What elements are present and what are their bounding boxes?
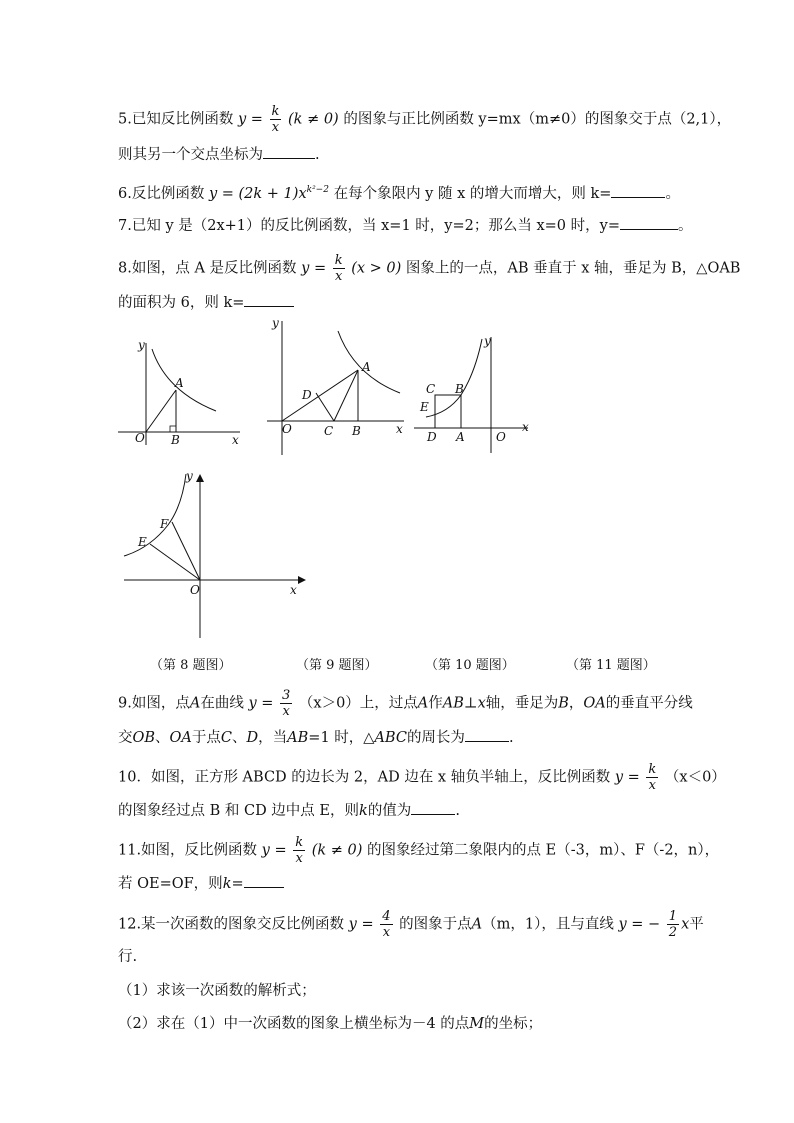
fig10-label-B: B — [455, 382, 464, 396]
q12-sub2-text2: 的坐标； — [484, 1016, 543, 1032]
q9-frac-num: 3 — [282, 688, 291, 703]
q6-base: x — [298, 185, 307, 202]
q9-text10: 、 — [232, 730, 247, 746]
q5-cond: (k ≠ 0) — [288, 111, 339, 128]
q5-frac-num: k — [271, 104, 280, 119]
q8-frac-den: x — [334, 269, 343, 284]
q10-cond: （x＜0） — [664, 769, 726, 786]
caption-fig8: （第 8 题图） — [150, 658, 232, 673]
q12-frac2-num: 1 — [668, 909, 678, 924]
q12-line2: 行. — [118, 949, 138, 965]
q12-frac-den: x — [382, 925, 391, 940]
fig10-label-x: x — [522, 420, 529, 434]
fig9-segment-OA — [282, 370, 358, 421]
fig11-x-arrow — [298, 576, 306, 584]
q11-k: k — [222, 876, 232, 892]
q10-frac-num: k — [648, 762, 657, 777]
fig9-label-y: y — [272, 316, 279, 330]
fig8-right-angle — [170, 426, 176, 432]
q5-formula-prefix: y = — [237, 111, 263, 128]
q9-line2 — [118, 727, 514, 748]
fig9-label-A: A — [362, 360, 371, 374]
q12-point-M: M — [469, 1016, 485, 1032]
q10-formula-prefix: y = — [614, 769, 640, 786]
fig9-segment-CD — [316, 393, 334, 421]
q6-answer-blank[interactable] — [611, 183, 665, 198]
q10-k: k — [359, 803, 368, 819]
q12-fraction2 — [667, 909, 679, 940]
q9-seg-OB: OB — [132, 730, 156, 746]
q8-text3: 的面积为 6，则 k= — [118, 295, 245, 311]
fig11-y-arrow — [196, 474, 204, 482]
q12-text2: 的图象于点 — [399, 916, 472, 933]
fig11-segment-OE — [150, 544, 200, 580]
q10-frac-den: x — [648, 778, 657, 793]
q9-seg-AB2: AB — [287, 730, 309, 746]
q10-end: . — [455, 803, 460, 819]
q8-cond: (x > 0) — [351, 260, 402, 277]
q9-text2: 作 — [428, 695, 443, 712]
q8-line1 — [118, 253, 740, 284]
q9-point-C: C — [220, 730, 233, 746]
q9-seg-OA: OA — [583, 695, 606, 712]
caption-fig11: （第 11 题图） — [566, 658, 656, 673]
fig9-label-C: C — [324, 424, 334, 438]
fig8-label-y: y — [138, 338, 145, 352]
q9-fraction — [280, 688, 292, 719]
q7-answer-blank[interactable] — [620, 215, 678, 230]
q9-formula-prefix: y = — [248, 695, 274, 712]
q9-text11: ，当 — [258, 730, 288, 746]
q9-point-D: D — [246, 730, 259, 746]
q9-perp: ⊥ — [463, 695, 478, 712]
q9-text7: 交 — [118, 730, 133, 746]
fig10-label-y: y — [484, 334, 491, 348]
fig11-label-y: y — [186, 470, 193, 483]
q11-text3: 若 OE=OF，则 — [118, 876, 223, 892]
q12-frac2-den: 2 — [668, 925, 678, 940]
q9-seg-OA2: OA — [169, 730, 192, 746]
q12-sub2-text1: （2）求在（1）中一次函数的图象上横坐标为－4 的点 — [118, 1016, 470, 1032]
q9-cond: （x＞0）上，过点 — [298, 695, 418, 712]
q9-text5: ， — [568, 695, 584, 712]
q11-text4: = — [231, 876, 244, 892]
q6-text1: 6.反比例函数 — [118, 185, 205, 202]
q9-seg-AB: AB — [442, 695, 464, 712]
q5-frac-den: x — [271, 120, 280, 135]
fig11-label-F: F — [160, 517, 169, 531]
q6-text2: 在每个象限内 y 随 x 的增大而增大，则 k= — [333, 185, 612, 202]
q8-line2 — [118, 292, 294, 313]
q5-line1 — [118, 104, 731, 135]
q6-exponent: k²−2 — [306, 185, 329, 195]
q11-fraction — [293, 835, 305, 866]
q12-frac-num: 4 — [382, 909, 391, 924]
q8-frac-num: k — [334, 253, 343, 268]
q9-text9: 于点 — [191, 730, 221, 746]
q11-line1 — [118, 835, 719, 866]
q9-text13: 的周长为 — [406, 730, 465, 746]
q9-text4: 轴，垂足为 — [485, 695, 559, 712]
q10-text1: 10．如图，正方形 ABCD 的边长为 2，AD 边在 x 轴负半轴上，反比例函数 — [118, 769, 611, 786]
q6-formula: y = (2k + 1) — [208, 185, 299, 202]
fig8-label-A: A — [175, 376, 184, 390]
fig11-label-x: x — [290, 583, 297, 597]
fig10-label-A: A — [456, 430, 465, 444]
fig10-label-C: C — [426, 382, 436, 396]
q8-formula-prefix: y = — [301, 260, 327, 277]
q8-fraction — [333, 253, 345, 284]
q11-text2: 的图象经过第二象限内的点 E（-3，m）、F（-2，n）， — [367, 842, 720, 859]
q11-formula-prefix: y = — [261, 842, 287, 859]
q12-text1: 12.某一次函数的图象交反比例函数 — [118, 916, 345, 933]
fig9-label-O: O — [282, 422, 292, 436]
figure-11 — [118, 470, 308, 642]
fig8-label-x: x — [232, 433, 239, 447]
fig8-label-O: O — [135, 431, 145, 445]
q12-formula2-suffix: x — [681, 916, 690, 933]
fig9-label-D: D — [302, 388, 312, 402]
q10-line2 — [118, 800, 460, 821]
q5-text1: 5.已知反比例函数 — [118, 111, 234, 128]
q5-text2: 的图象与正比例函数 y=mx（m≠0）的图象交于点（2,1）， — [343, 111, 732, 128]
q5-text3: 则其另一个交点坐标为 — [118, 147, 263, 163]
q9-text6: 的垂直平分线 — [605, 695, 693, 712]
q12-text3: （m，1），且与直线 — [482, 916, 614, 933]
q12-formula2-prefix: y = − — [618, 916, 661, 933]
figure-9 — [262, 313, 412, 458]
q10-text3: 的值为 — [367, 803, 412, 819]
q11-line2 — [118, 873, 284, 894]
fig10-label-D: D — [427, 430, 437, 444]
q11-cond: (k ≠ 0) — [311, 842, 363, 859]
q9-text8: 、 — [155, 730, 170, 746]
q5-fraction — [270, 104, 282, 135]
figure-10 — [412, 333, 540, 455]
q11-frac-den: x — [295, 851, 303, 866]
q5-line2 — [118, 144, 320, 165]
q9-point-B: B — [558, 695, 569, 712]
fig11-label-E: E — [138, 535, 147, 549]
caption-fig9: （第 9 题图） — [296, 658, 378, 673]
caption-fig10: （第 10 题图） — [425, 658, 515, 673]
q8-text2: 图象上的一点，AB 垂直于 x 轴，垂足为 B，△OAB — [405, 260, 741, 277]
q6-end: 。 — [665, 185, 680, 202]
q8-answer-blank[interactable] — [244, 292, 294, 307]
q12-line1 — [118, 909, 704, 940]
fig10-curve — [426, 339, 482, 417]
q11-text1: 11.如图，反比例函数 — [118, 842, 258, 859]
q10-fraction — [646, 762, 658, 793]
q9-line1 — [118, 688, 693, 719]
fig11-curve — [124, 474, 186, 556]
q6-line — [118, 180, 680, 204]
q12-formula-prefix: y = — [348, 916, 374, 933]
q12-fraction — [380, 909, 392, 940]
q10-line1 — [118, 762, 726, 793]
q7-text: 7.已知 y 是（2x+1）的反比例函数，当 x=1 时，y=2；那么当 x=0 时，y= — [118, 218, 620, 234]
q9-triangle: ABC — [374, 730, 407, 746]
q12-text4: 平 — [689, 916, 704, 933]
q9-end: . — [508, 730, 514, 746]
q9-xaxis: x — [477, 695, 486, 712]
fig9-label-B: B — [352, 424, 361, 438]
q5-answer-blank[interactable] — [263, 144, 315, 159]
q11-answer-blank[interactable] — [244, 873, 284, 888]
q7-end: 。 — [677, 218, 693, 234]
q10-answer-blank[interactable] — [411, 800, 455, 815]
q5-end: . — [315, 147, 320, 163]
q9-point-A2: A — [417, 695, 429, 712]
q12-sub1: （1）求该一次函数的解析式； — [118, 983, 316, 999]
q9-text1b: 在曲线 — [200, 695, 244, 712]
q10-text2: 的图象经过点 B 和 CD 边中点 E，则 — [118, 803, 360, 819]
q9-frac-den: x — [282, 704, 290, 719]
fig11-label-O: O — [190, 583, 200, 597]
q9-point-A: A — [189, 695, 201, 712]
figure-8 — [118, 335, 248, 447]
fig9-label-x: x — [396, 422, 403, 436]
fig10-label-O: O — [496, 430, 506, 444]
fig11-segment-OF — [172, 522, 200, 580]
fig8-curve — [152, 349, 216, 411]
q7-line — [118, 215, 692, 236]
q9-text1: 9.如图，点 — [118, 695, 190, 712]
q12-point-A: A — [471, 916, 483, 933]
q9-text12: =1 时，△ — [308, 730, 375, 746]
q12-sub2 — [118, 1014, 542, 1034]
q8-text1: 8.如图，点 A 是反比例函数 — [118, 260, 297, 277]
q11-frac-num: k — [295, 835, 304, 850]
fig8-label-B: B — [171, 433, 180, 447]
q9-answer-blank[interactable] — [465, 727, 509, 742]
fig10-label-E: E — [420, 400, 429, 414]
